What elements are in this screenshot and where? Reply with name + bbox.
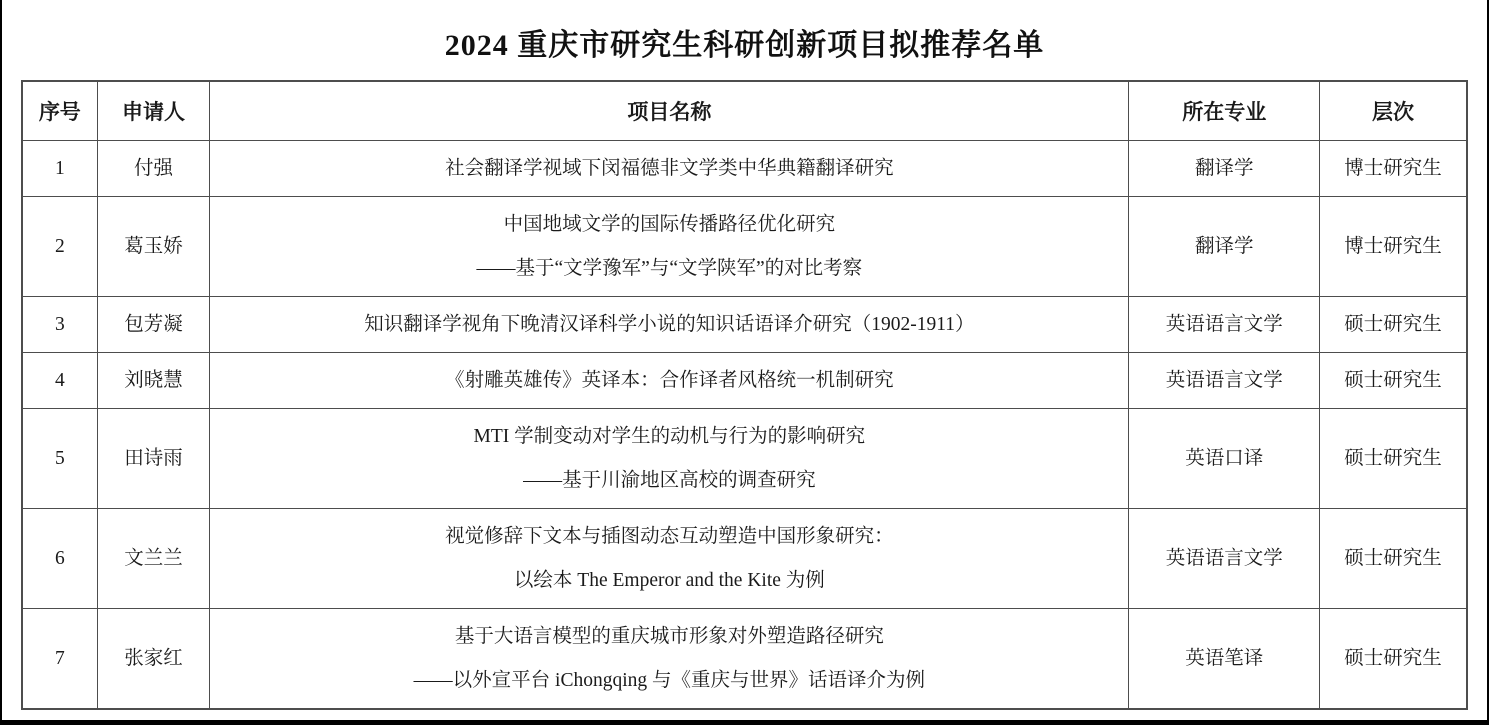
cell-no: 5 [22, 408, 97, 508]
cell-no: 6 [22, 508, 97, 608]
header-level: 层次 [1320, 81, 1467, 140]
cell-project-name [210, 296, 1129, 352]
cell-project-name [210, 352, 1129, 408]
header-no: 序号 [22, 81, 97, 140]
cell-level: 硕士研究生 [1320, 608, 1467, 709]
cell-level: 硕士研究生 [1320, 408, 1467, 508]
cell-no: 7 [22, 608, 97, 709]
cell-project-name [210, 196, 1129, 296]
cell-applicant: 付强 [97, 140, 210, 196]
cell-major: 英语语言文学 [1129, 296, 1320, 352]
cell-applicant: 田诗雨 [97, 408, 210, 508]
project-name-line: 中国地域文学的国际传播路径优化研究 [503, 213, 836, 235]
project-table [21, 80, 1468, 710]
cell-major: 英语语言文学 [1129, 352, 1320, 408]
cell-applicant: 葛玉娇 [97, 196, 210, 296]
cell-major: 翻译学 [1129, 196, 1320, 296]
project-name-line: 社会翻译学视域下闵福德非文学类中华典籍翻译研究 [445, 157, 894, 179]
cell-applicant: 文兰兰 [97, 508, 210, 608]
table-row [22, 296, 1467, 352]
header-major: 所在专业 [1129, 81, 1320, 140]
header-project-name: 项目名称 [210, 81, 1129, 140]
project-name-line: 知识翻译学视角下晚清汉译科学小说的知识话语译介研究（1902-1911） [364, 313, 975, 335]
cell-project-name [210, 408, 1129, 508]
table-row [22, 140, 1467, 196]
table-row [22, 352, 1467, 408]
table-row [22, 408, 1467, 508]
project-table-body [22, 140, 1467, 709]
cell-major: 英语口译 [1129, 408, 1320, 508]
table-header-row [22, 81, 1467, 140]
cell-no: 3 [22, 296, 97, 352]
header-applicant: 申请人 [97, 81, 210, 140]
cell-applicant: 刘晓慧 [97, 352, 210, 408]
page-title: 2024 重庆市研究生科研创新项目拟推荐名单 [444, 29, 1045, 62]
cell-major: 翻译学 [1129, 140, 1320, 196]
cell-project-name [210, 508, 1129, 608]
cell-project-name [210, 140, 1129, 196]
table-row [22, 508, 1467, 608]
project-name-line: MTI 学制变动对学生的动机与行为的影响研究 [473, 425, 866, 447]
cell-level: 硕士研究生 [1320, 508, 1467, 608]
cell-level: 硕士研究生 [1320, 352, 1467, 408]
cell-level: 博士研究生 [1320, 196, 1467, 296]
project-name-line: 以绘本 The Emperor and the Kite 为例 [513, 569, 825, 591]
cell-no: 1 [22, 140, 97, 196]
cell-no: 2 [22, 196, 97, 296]
project-name-line: 视觉修辞下文本与插图动态互动塑造中国形象研究： [445, 525, 894, 547]
project-name-line: ——基于川渝地区高校的调查研究 [523, 469, 816, 491]
table-row [22, 196, 1467, 296]
project-name-line: ——以外宣平台 iChongqing 与《重庆与世界》话语译介为例 [413, 669, 926, 691]
cell-level: 博士研究生 [1320, 140, 1467, 196]
project-name-line: ——基于“文学豫军”与“文学陕军”的对比考察 [476, 257, 863, 279]
table-row [22, 608, 1467, 709]
cell-major: 英语语言文学 [1129, 508, 1320, 608]
cell-no: 4 [22, 352, 97, 408]
cell-applicant: 包芳凝 [97, 296, 210, 352]
cell-project-name [210, 608, 1129, 709]
project-name-line: 基于大语言模型的重庆城市形象对外塑造路径研究 [454, 625, 884, 647]
cell-applicant: 张家红 [97, 608, 210, 709]
cell-level: 硕士研究生 [1320, 296, 1467, 352]
cell-major: 英语笔译 [1129, 608, 1320, 709]
project-name-line: 《射雕英雄传》英译本：合作译者风格统一机制研究 [445, 369, 894, 391]
